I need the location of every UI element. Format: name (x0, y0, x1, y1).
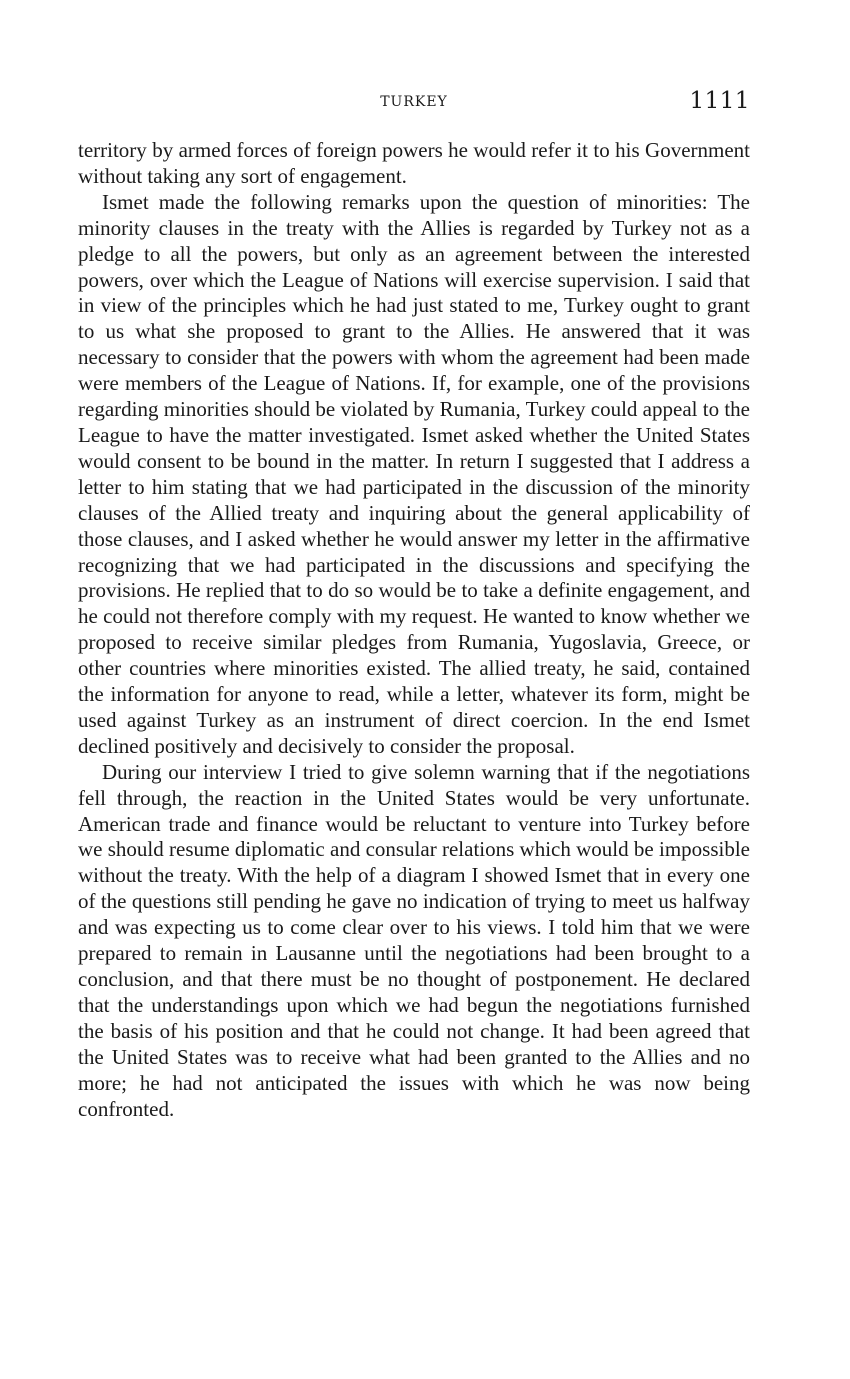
paragraph-continuation: territory by armed forces of foreign powers he would refer it to his Government without taking any sort of engagement. (78, 138, 750, 188)
paragraph-interview-warning: During our interview I tried to give solemn warning that if the negotiations fell through, the reaction in the United States would be very unfortunate. American trade and finance would be reluctant to venture into Turkey before we should resume diplomatic and consular relations which would be impossible without the treaty. With the help of a diagram I showed Ismet that in every one of the questions still pending he gave no indication of trying to meet us halfway and was expecting us to come clear over to his views. I told him that we were prepared to remain in Lausanne until the negotiations had been brought to a conclusion, and that there must be no thought of postponement. He declared that the understandings upon which we had begun the negotiations furnished the basis of his position and that he could not change. It had been agreed that the United States was to receive what had been granted to the Allies and no more; he had not anticipated the issues with which he was now being confronted. (78, 759, 750, 1121)
paragraph-minorities: Ismet made the following remarks upon the question of minorities: The minority clauses in the treaty with the Allies is regarded by Turkey not as a pledge to all the powers, but only as an agreement between the interested powers, over which the League of Nations will exercise supervision. I said that in view of the principles which he had just stated to me, Turkey ought to grant to us what she proposed to grant to the Allies. He answered that it was necessary to consider that the powers with whom the agreement had been made were members of the League of Nations. If, for example, one of the provisions regarding minorities should be violated by Rumania, Turkey could appeal to the League to have the matter investigated. Ismet asked whether the United States would consent to be bound in the matter. In return I suggested that I address a letter to him stating that we had participated in the discussion of the minority clauses of the Allied treaty and inquiring about the general applicability of those clauses, and I asked whether he would answer my letter in the affirmative recognizing that we had participated in the discussions and specifying the provisions. He replied that to do so would be to take a definite engagement, and he could not therefore comply with my request. He wanted to know whether we proposed to receive similar pledges from Rumania, Yugoslavia, Greece, or other countries where minorities existed. The allied treaty, he said, contained the information for anyone to read, while a letter, whatever its form, might be used against Turkey as an instrument of direct coercion. In the end Ismet declined positively and decisively to consider the proposal. (78, 189, 750, 758)
running-title: TURKEY (380, 94, 448, 110)
body-text (78, 138, 750, 1122)
running-head (78, 88, 750, 122)
page-number: 1111 (689, 88, 750, 114)
